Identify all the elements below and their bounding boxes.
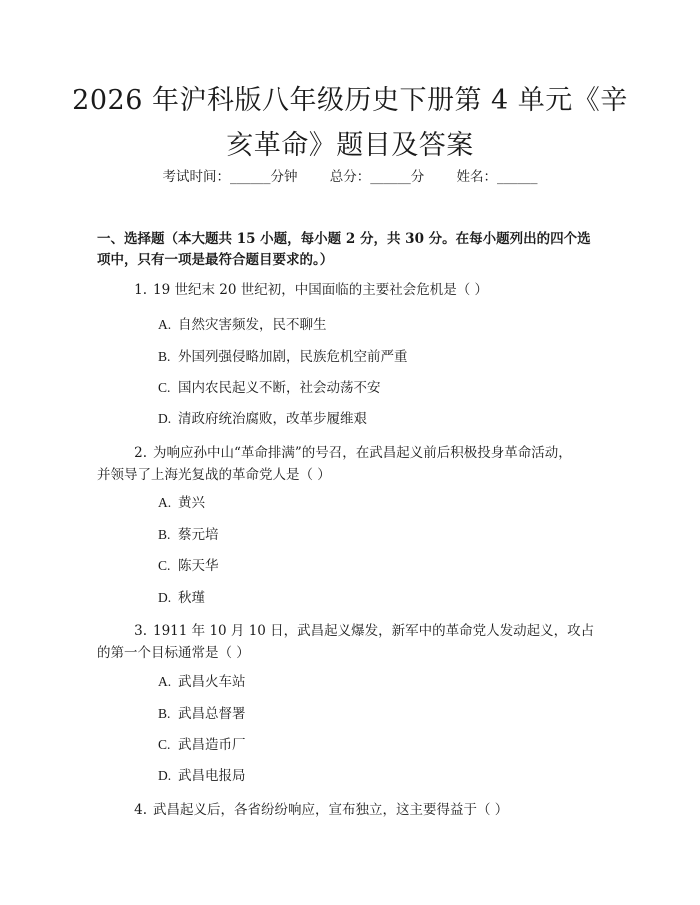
option-letter: D. bbox=[158, 590, 172, 605]
question-1-option-b bbox=[158, 348, 598, 366]
question-2-option-c bbox=[158, 557, 598, 575]
exam-info bbox=[0, 168, 700, 186]
question-text: 武昌起义后，各省纷纷响应，宣布独立，这主要得益于（ ） bbox=[153, 802, 509, 818]
option-text: 陈天华 bbox=[178, 558, 219, 574]
question-text-continued: 并领导了上海光复战的革命党人是（ ） bbox=[97, 467, 331, 483]
question-1-option-a bbox=[158, 316, 598, 334]
option-letter: C. bbox=[158, 737, 171, 752]
option-text: 外国列强侵略加剧，民族危机空前严重 bbox=[178, 349, 408, 365]
option-letter: B. bbox=[158, 527, 171, 542]
option-text: 武昌电报局 bbox=[178, 768, 246, 784]
option-text: 武昌火车站 bbox=[178, 674, 246, 690]
question-3-option-c bbox=[158, 736, 598, 754]
question-number: 1. bbox=[134, 282, 147, 298]
section-heading-line-2: 项中，只有一项是最符合题目要求的。） bbox=[97, 252, 334, 268]
document-title bbox=[60, 78, 640, 168]
option-letter: C. bbox=[158, 380, 171, 395]
question-text: 为响应孙中山“革命排满”的号召，在武昌起义前后积极投身革命活动， bbox=[153, 445, 572, 461]
option-text: 武昌总督署 bbox=[178, 706, 246, 722]
option-letter: B. bbox=[158, 349, 171, 364]
option-letter: A. bbox=[158, 674, 172, 689]
question-1-option-c bbox=[158, 379, 598, 397]
option-letter: C. bbox=[158, 558, 171, 573]
question-number: 2. bbox=[134, 445, 147, 461]
question-3 bbox=[97, 620, 617, 664]
question-2-option-b bbox=[158, 526, 598, 544]
option-text: 秋瑾 bbox=[178, 590, 205, 606]
question-1-option-d bbox=[158, 410, 598, 428]
question-1 bbox=[97, 279, 617, 301]
question-number: 3. bbox=[134, 623, 147, 639]
question-3-option-b bbox=[158, 705, 598, 723]
option-text: 蔡元培 bbox=[178, 527, 219, 543]
question-2-option-d bbox=[158, 589, 598, 607]
question-number: 4. bbox=[134, 802, 147, 818]
question-text: 1911 年 10 月 10 日，武昌起义爆发，新军中的革命党人发动起义，攻占 bbox=[153, 623, 595, 639]
question-3-option-d bbox=[158, 767, 598, 785]
question-text: 19 世纪末 20 世纪初，中国面临的主要社会危机是（ ） bbox=[153, 282, 489, 298]
question-text-continued: 的第一个目标通常是（ ） bbox=[97, 645, 250, 661]
option-letter: D. bbox=[158, 768, 172, 783]
section-heading bbox=[97, 229, 617, 271]
option-letter: B. bbox=[158, 706, 171, 721]
question-2 bbox=[97, 442, 617, 486]
option-text: 自然灾害频发，民不聊生 bbox=[178, 317, 327, 333]
option-letter: D. bbox=[158, 411, 172, 426]
total-score-field: 总分：______分 bbox=[329, 169, 425, 185]
question-3-option-a bbox=[158, 673, 598, 691]
option-text: 黄兴 bbox=[178, 495, 205, 511]
option-text: 国内农民起义不断，社会动荡不安 bbox=[178, 380, 381, 396]
section-heading-line-1: 一、选择题（本大题共 15 小题，每小题 2 分，共 30 分。在每小题列出的四个选 bbox=[97, 231, 591, 247]
option-text: 清政府统治腐败，改革步履维艰 bbox=[178, 411, 367, 427]
title-line-2: 亥革命》题目及答案 bbox=[226, 130, 474, 161]
exam-time-field: 考试时间：______分钟 bbox=[162, 169, 298, 185]
question-2-option-a bbox=[158, 494, 598, 512]
option-letter: A. bbox=[158, 317, 172, 332]
title-line-1: 2026 年沪科版八年级历史下册第 4 单元《辛 bbox=[72, 85, 628, 116]
option-letter: A. bbox=[158, 495, 172, 510]
option-text: 武昌造币厂 bbox=[178, 737, 246, 753]
student-name-field: 姓名：______ bbox=[456, 169, 538, 185]
question-4 bbox=[97, 799, 617, 821]
